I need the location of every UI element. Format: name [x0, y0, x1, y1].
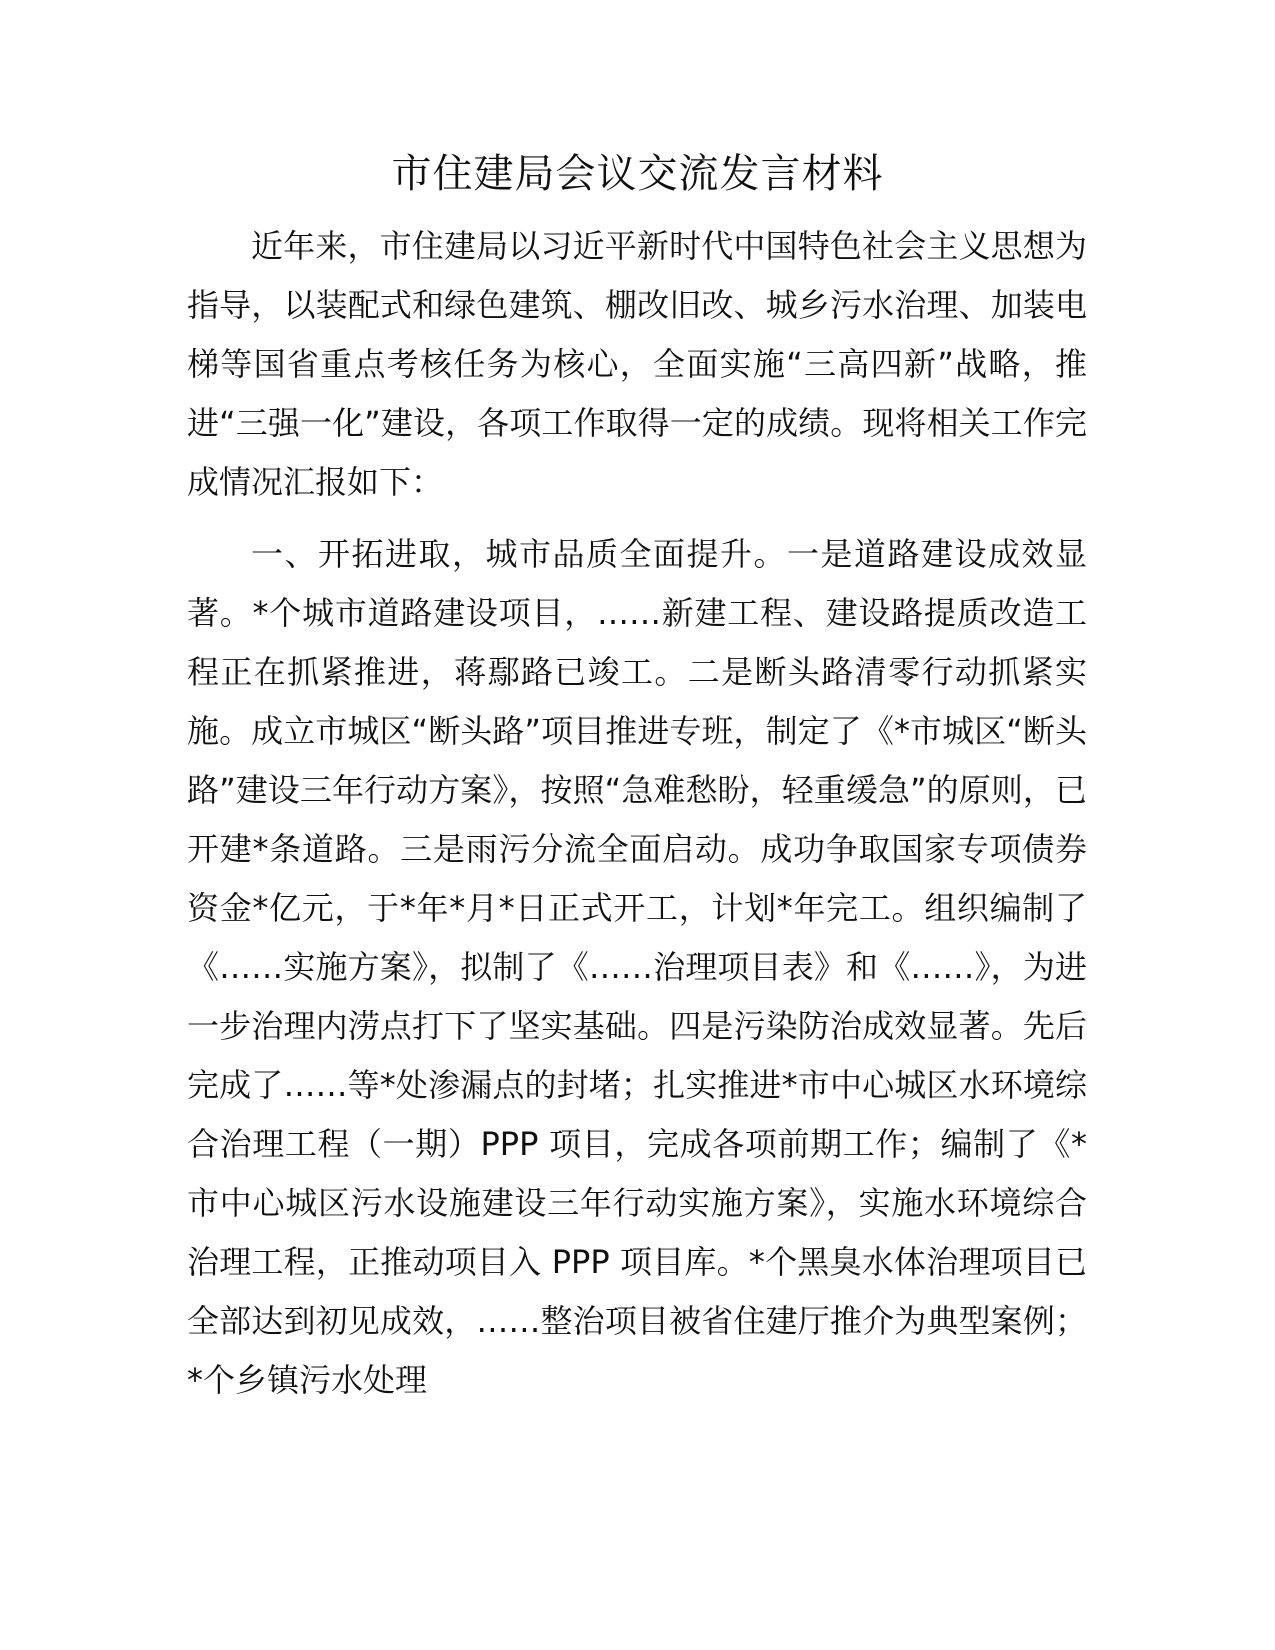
paragraph-intro: 近年来，市住建局以习近平新时代中国特色社会主义思想为指导，以装配式和绿色建筑、棚改旧改、城乡污水治理、加装电梯等国省重点考核任务为核心，全面实施“三高四新”战略，推进“三强一化”建设，各项工作取得一定的成绩。现将相关工作完成情况汇报如下：: [187, 227, 1087, 501]
paragraph-section-one: 一、开拓进取，城市品质全面提升。一是道路建设成效显著。*个城市道路建设项目，……新建工程、建设路提质改造工程正在抓紧推进，蒋鄢路已竣工。二是断头路清零行动抓紧实施。成立市城区“断头路”项目推进专班，制定了《*市城区“断头路”建设三年行动方案》，按照“急难愁盼，轻重缓急”的原则，已开建*条道路。三是雨污分流全面启动。成功争取国家专项债券资金*亿元，于*年*月*日正式开工，计划*年完工。组织编制了《……实施方案》，拟制了《……治理项目表》和《……》，为进一步治理内涝点打下了坚实基础。四是污染防治成效显著。先后完成了……等*处渗漏点的封堵；扎实推进*市中心城区水环境综合治理工程（一期）PPP 项目，完成各项前期工作；编制了《*市中心城区污水设施建设三年行动实施方案》，实施水环境综合治理工程，正推动项目入 PPP 项目库。*个黑臭水体治理项目已全部达到初见成效，……整治项目被省住建厅推介为典型案例；*个乡镇污水处理: [187, 535, 1087, 1399]
document-body: [187, 217, 1087, 1410]
document-title: 市住建局会议交流发言材料: [391, 151, 884, 197]
